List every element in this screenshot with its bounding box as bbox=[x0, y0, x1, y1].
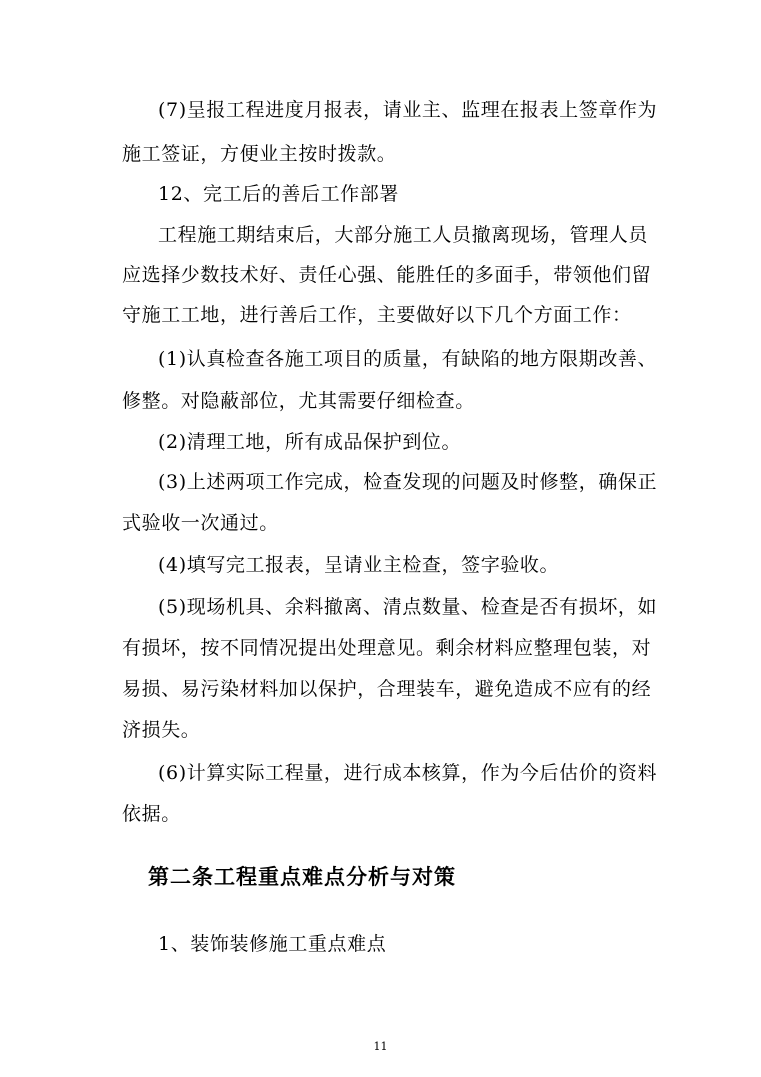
paragraph-line: 依据。 bbox=[122, 803, 181, 825]
paragraph-line: (4)填写完工报表，呈请业主检查，签字验收。 bbox=[158, 554, 560, 576]
paragraph-line: 修整。对隐蔽部位，尤其需要仔细检查。 bbox=[122, 390, 475, 412]
paragraph-line: (1)认真检查各施工项目的质量，有缺陷的地方限期改善、 bbox=[158, 348, 658, 370]
section-heading: 第二条工程重点难点分析与对策 bbox=[148, 864, 456, 889]
page-number: 11 bbox=[373, 1040, 388, 1053]
paragraph-line: 工程施工期结束后，大部分施工人员撤离现场，管理人员 bbox=[158, 224, 649, 246]
paragraph-line: (2)清理工地，所有成品保护到位。 bbox=[158, 431, 462, 453]
paragraph-line: 守施工工地，进行善后工作，主要做好以下几个方面工作： bbox=[122, 304, 632, 326]
paragraph-line: (3)上述两项工作完成，检查发现的问题及时修整，确保正 bbox=[158, 471, 658, 493]
paragraph-line: 易损、易污染材料加以保护，合理装车，避免造成不应有的经 bbox=[122, 678, 652, 700]
paragraph-line: 应选择少数技术好、责任心强、能胜任的多面手，带领他们留 bbox=[122, 264, 652, 286]
paragraph-line: 式验收一次通过。 bbox=[122, 512, 279, 534]
paragraph-line: (6)计算实际工程量，进行成本核算，作为今后估价的资料 bbox=[158, 762, 658, 784]
section-subtitle: 12、完工后的善后工作部署 bbox=[158, 183, 399, 205]
paragraph-line: (5)现场机具、余料撤离、清点数量、检查是否有损坏，如 bbox=[158, 596, 658, 618]
paragraph-line: 施工签证，方便业主按时拨款。 bbox=[122, 143, 397, 165]
paragraph-line: (7)呈报工程进度月报表，请业主、监理在报表上签章作为 bbox=[158, 99, 658, 121]
subsection-heading: 1、装饰装修施工重点难点 bbox=[158, 933, 387, 955]
paragraph-line: 济损失。 bbox=[122, 719, 201, 741]
paragraph-line: 有损坏，按不同情况提出处理意见。剩余材料应整理包装，对 bbox=[122, 637, 652, 659]
